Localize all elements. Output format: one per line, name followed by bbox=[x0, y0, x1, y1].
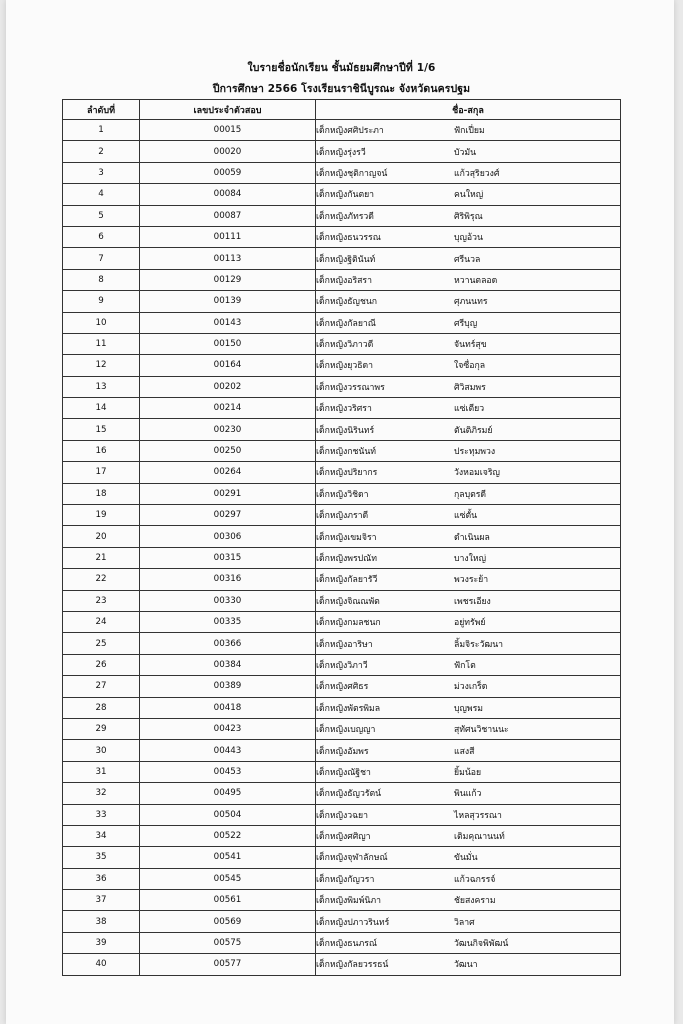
row-full-name bbox=[316, 633, 621, 654]
row-exam-id: 00316 bbox=[140, 569, 316, 590]
row-exam-id: 00202 bbox=[140, 376, 316, 397]
row-order-number: 8 bbox=[63, 269, 140, 290]
student-roster-table bbox=[62, 99, 621, 976]
student-last-name: ประทุมพวง bbox=[454, 447, 496, 458]
student-last-name: หวานตลอด bbox=[454, 275, 498, 286]
row-full-name bbox=[316, 462, 621, 483]
table-header-row bbox=[63, 100, 621, 120]
table-row bbox=[63, 718, 621, 739]
table-row bbox=[63, 676, 621, 697]
row-full-name bbox=[316, 654, 621, 675]
row-exam-id: 00330 bbox=[140, 590, 316, 611]
student-last-name: วัฒนกิจพิพัฒน์ bbox=[454, 939, 509, 950]
document-subtitle: ปีการศึกษา 2566 โรงเรียนราชินีบูรณะ จังหวัดนครปฐม bbox=[212, 83, 471, 95]
table-row bbox=[63, 184, 621, 205]
row-exam-id: 00139 bbox=[140, 291, 316, 312]
row-full-name bbox=[316, 205, 621, 226]
row-exam-id: 00059 bbox=[140, 162, 316, 183]
table-row bbox=[63, 376, 621, 397]
row-full-name bbox=[316, 141, 621, 162]
row-exam-id: 00143 bbox=[140, 312, 316, 333]
row-full-name bbox=[316, 932, 621, 953]
student-last-name: ศิริพิรุณ bbox=[454, 211, 483, 222]
row-order-number: 10 bbox=[63, 312, 140, 333]
row-order-number: 29 bbox=[63, 718, 140, 739]
student-first-name: เด็กหญิงอาริษา bbox=[316, 639, 373, 650]
row-full-name bbox=[316, 376, 621, 397]
row-order-number: 25 bbox=[63, 633, 140, 654]
row-order-number: 17 bbox=[63, 462, 140, 483]
row-exam-id: 00423 bbox=[140, 718, 316, 739]
student-last-name: พินแก้ว bbox=[454, 789, 482, 800]
row-full-name bbox=[316, 847, 621, 868]
row-exam-id: 00020 bbox=[140, 141, 316, 162]
row-exam-id: 00335 bbox=[140, 611, 316, 632]
student-first-name: เด็กหญิงวิภาวดี bbox=[316, 340, 374, 351]
student-first-name: เด็กหญิงวิชิดา bbox=[316, 489, 369, 500]
student-first-name: เด็กหญิงนิรินทร์ bbox=[316, 425, 375, 436]
table-row bbox=[63, 419, 621, 440]
row-exam-id: 00443 bbox=[140, 740, 316, 761]
student-first-name: เด็กหญิงเขมจิรา bbox=[316, 532, 377, 543]
row-full-name bbox=[316, 248, 621, 269]
table-row bbox=[63, 547, 621, 568]
row-order-number: 33 bbox=[63, 804, 140, 825]
row-order-number: 21 bbox=[63, 547, 140, 568]
student-first-name: เด็กหญิงวรรณาพร bbox=[316, 382, 385, 393]
student-last-name: คนใหญ่ bbox=[454, 190, 484, 201]
row-exam-id: 00291 bbox=[140, 483, 316, 504]
row-order-number: 1 bbox=[63, 120, 140, 141]
student-first-name: เด็กหญิงอริสรา bbox=[316, 275, 372, 286]
row-exam-id: 00384 bbox=[140, 654, 316, 675]
table-row bbox=[63, 954, 621, 975]
row-exam-id: 00495 bbox=[140, 783, 316, 804]
table-row bbox=[63, 633, 621, 654]
table-row bbox=[63, 783, 621, 804]
table-row bbox=[63, 248, 621, 269]
row-full-name bbox=[316, 312, 621, 333]
row-exam-id: 00084 bbox=[140, 184, 316, 205]
row-order-number: 13 bbox=[63, 376, 140, 397]
table-row bbox=[63, 269, 621, 290]
student-first-name: เด็กหญิงจุฬาลักษณ์ bbox=[316, 853, 388, 864]
student-last-name: ศุภนนทร bbox=[454, 297, 488, 308]
row-order-number: 20 bbox=[63, 526, 140, 547]
student-first-name: เด็กหญิงชุติกาญจน์ bbox=[316, 168, 388, 179]
student-last-name: ฟักเปี่ยม bbox=[454, 126, 485, 137]
student-last-name: เพชรเอียง bbox=[454, 596, 491, 607]
row-order-number: 36 bbox=[63, 868, 140, 889]
row-order-number: 16 bbox=[63, 440, 140, 461]
row-exam-id: 00541 bbox=[140, 847, 316, 868]
student-last-name: ศรีบุญ bbox=[454, 318, 478, 329]
row-exam-id: 00230 bbox=[140, 419, 316, 440]
row-exam-id: 00214 bbox=[140, 398, 316, 419]
row-exam-id: 00569 bbox=[140, 911, 316, 932]
row-full-name bbox=[316, 333, 621, 354]
table-row bbox=[63, 569, 621, 590]
table-row bbox=[63, 697, 621, 718]
table-row bbox=[63, 847, 621, 868]
student-last-name: บัวมัน bbox=[454, 147, 477, 158]
table-row bbox=[63, 398, 621, 419]
row-full-name bbox=[316, 419, 621, 440]
row-exam-id: 00577 bbox=[140, 954, 316, 975]
table-row bbox=[63, 804, 621, 825]
student-last-name: แสงสี bbox=[454, 746, 475, 757]
row-exam-id: 00389 bbox=[140, 676, 316, 697]
row-exam-id: 00315 bbox=[140, 547, 316, 568]
row-exam-id: 00015 bbox=[140, 120, 316, 141]
student-last-name: สุทัศนวิชานนะ bbox=[454, 725, 509, 736]
student-last-name: บางใหญ่ bbox=[454, 554, 487, 564]
row-exam-id: 00129 bbox=[140, 269, 316, 290]
row-full-name bbox=[316, 483, 621, 504]
row-full-name bbox=[316, 398, 621, 419]
column-header-order: ลำดับที่ bbox=[63, 100, 140, 120]
student-first-name: เด็กหญิงกัญวรา bbox=[316, 874, 375, 885]
row-full-name bbox=[316, 740, 621, 761]
student-last-name: แซ่เตียว bbox=[454, 404, 485, 415]
row-order-number: 37 bbox=[63, 890, 140, 911]
row-order-number: 12 bbox=[63, 355, 140, 376]
student-first-name: เด็กหญิงธนวรรณ bbox=[316, 233, 381, 244]
row-order-number: 26 bbox=[63, 654, 140, 675]
student-last-name: ชัยสงคราม bbox=[454, 896, 496, 907]
table-row bbox=[63, 932, 621, 953]
student-last-name: ม่วงเกร็ด bbox=[454, 682, 488, 693]
row-order-number: 32 bbox=[63, 783, 140, 804]
row-full-name bbox=[316, 505, 621, 526]
row-full-name bbox=[316, 783, 621, 804]
student-first-name: เด็กหญิงธัญชนก bbox=[316, 297, 378, 308]
row-order-number: 18 bbox=[63, 483, 140, 504]
student-last-name: แก้วสุริยวงศ์ bbox=[454, 168, 500, 179]
row-order-number: 11 bbox=[63, 333, 140, 354]
student-first-name: เด็กหญิงพิมพ์นิภา bbox=[316, 896, 381, 907]
student-last-name: วิลาศ bbox=[454, 917, 475, 928]
row-order-number: 4 bbox=[63, 184, 140, 205]
student-first-name: เด็กหญิงปริยากร bbox=[316, 468, 378, 479]
student-first-name: เด็กหญิงกัลยวรรธน์ bbox=[316, 960, 389, 971]
row-exam-id: 00164 bbox=[140, 355, 316, 376]
row-full-name bbox=[316, 440, 621, 461]
row-order-number: 35 bbox=[63, 847, 140, 868]
row-full-name bbox=[316, 911, 621, 932]
row-order-number: 15 bbox=[63, 419, 140, 440]
student-first-name: เด็กหญิงภราดี bbox=[316, 511, 369, 522]
student-last-name: วังหอมเจริญ bbox=[454, 468, 500, 479]
student-last-name: อยู่ทรัพย์ bbox=[454, 618, 486, 629]
row-full-name bbox=[316, 697, 621, 718]
student-first-name: เด็กหญิงภัทรวดี bbox=[316, 211, 374, 222]
student-last-name: พวงระย้า bbox=[454, 575, 489, 586]
row-order-number: 22 bbox=[63, 569, 140, 590]
row-order-number: 27 bbox=[63, 676, 140, 697]
table-row bbox=[63, 440, 621, 461]
student-last-name: ศิวิสมพร bbox=[454, 382, 486, 393]
student-first-name: เด็กหญิงยุวธิดา bbox=[316, 361, 374, 372]
row-exam-id: 00150 bbox=[140, 333, 316, 354]
row-order-number: 9 bbox=[63, 291, 140, 312]
table-row bbox=[63, 761, 621, 782]
row-order-number: 30 bbox=[63, 740, 140, 761]
student-first-name: เด็กหญิงพรปณัท bbox=[316, 554, 377, 564]
table-row bbox=[63, 312, 621, 333]
student-first-name: เด็กหญิงธนภรณ์ bbox=[316, 939, 377, 950]
table-row bbox=[63, 825, 621, 846]
student-last-name: กุลบุตรดี bbox=[454, 489, 487, 500]
student-last-name: จันทร์สุข bbox=[454, 340, 487, 351]
student-first-name: เด็กหญิงศศิญา bbox=[316, 832, 371, 843]
row-order-number: 14 bbox=[63, 398, 140, 419]
student-first-name: เด็กหญิงเบญญา bbox=[316, 725, 376, 736]
table-row bbox=[63, 526, 621, 547]
row-full-name bbox=[316, 526, 621, 547]
row-full-name bbox=[316, 804, 621, 825]
row-order-number: 39 bbox=[63, 932, 140, 953]
row-exam-id: 00087 bbox=[140, 205, 316, 226]
student-last-name: ขันมั่น bbox=[454, 853, 478, 864]
row-order-number: 7 bbox=[63, 248, 140, 269]
row-full-name bbox=[316, 590, 621, 611]
row-full-name bbox=[316, 676, 621, 697]
row-order-number: 34 bbox=[63, 825, 140, 846]
row-exam-id: 00297 bbox=[140, 505, 316, 526]
row-order-number: 40 bbox=[63, 954, 140, 975]
row-exam-id: 00113 bbox=[140, 248, 316, 269]
student-last-name: ยิ้มน้อย bbox=[454, 767, 482, 778]
student-last-name: ไหลสุวรรณา bbox=[454, 810, 502, 821]
student-first-name: เด็กหญิงวฉยา bbox=[316, 810, 369, 821]
row-full-name bbox=[316, 569, 621, 590]
row-exam-id: 00561 bbox=[140, 890, 316, 911]
table-row bbox=[63, 868, 621, 889]
student-last-name: ตันติภิรมย์ bbox=[454, 425, 493, 436]
row-full-name bbox=[316, 825, 621, 846]
table-row bbox=[63, 890, 621, 911]
student-first-name: เด็กหญิงธัญวรัตน์ bbox=[316, 789, 382, 800]
row-full-name bbox=[316, 868, 621, 889]
student-first-name: เด็กหญิงศศิธร bbox=[316, 682, 369, 693]
student-first-name: เด็กหญิงปภาวรินทร์ bbox=[316, 917, 390, 928]
student-first-name: เด็กหญิงพัตรพิมล bbox=[316, 703, 381, 714]
student-last-name: เติมคุณานนท์ bbox=[454, 832, 505, 843]
student-last-name: บุญพรม bbox=[454, 703, 484, 714]
table-row bbox=[63, 162, 621, 183]
row-order-number: 24 bbox=[63, 611, 140, 632]
student-last-name: ดำเนินผล bbox=[454, 532, 490, 543]
student-first-name: เด็กหญิงกันตยา bbox=[316, 190, 375, 201]
student-first-name: เด็กหญิงอัมพร bbox=[316, 746, 369, 757]
student-last-name: ศรีนวล bbox=[454, 254, 481, 265]
table-row bbox=[63, 291, 621, 312]
student-first-name: เด็กหญิงจิณณพัต bbox=[316, 596, 380, 607]
student-first-name: เด็กหญิงฐิตินันท์ bbox=[316, 254, 376, 265]
row-full-name bbox=[316, 269, 621, 290]
student-first-name: เด็กหญิงรุ่งรวี bbox=[316, 147, 366, 158]
row-exam-id: 00306 bbox=[140, 526, 316, 547]
column-header-exam-id: เลขประจำตัวสอบ bbox=[140, 100, 316, 120]
row-full-name bbox=[316, 226, 621, 247]
row-exam-id: 00575 bbox=[140, 932, 316, 953]
student-last-name: ฟักโต bbox=[454, 660, 476, 671]
student-last-name: บุญอ้วน bbox=[454, 233, 483, 244]
row-exam-id: 00366 bbox=[140, 633, 316, 654]
student-first-name: เด็กหญิงกชนันท์ bbox=[316, 447, 377, 458]
table-row bbox=[63, 205, 621, 226]
table-row bbox=[63, 333, 621, 354]
document-title: ใบรายชื่อนักเรียน ชั้นมัธยมศึกษาปีที่ 1/6 bbox=[247, 62, 436, 74]
student-last-name: แก้วฉกรรจ์ bbox=[454, 874, 496, 885]
row-full-name bbox=[316, 355, 621, 376]
row-exam-id: 00453 bbox=[140, 761, 316, 782]
student-last-name: แซ่ตั้น bbox=[454, 511, 478, 522]
row-full-name bbox=[316, 611, 621, 632]
row-order-number: 19 bbox=[63, 505, 140, 526]
student-first-name: เด็กหญิงวริศรา bbox=[316, 404, 372, 415]
table-row bbox=[63, 654, 621, 675]
row-exam-id: 00250 bbox=[140, 440, 316, 461]
row-full-name bbox=[316, 120, 621, 141]
student-first-name: เด็กหญิงกัลยารัวี bbox=[316, 575, 378, 586]
row-order-number: 6 bbox=[63, 226, 140, 247]
row-full-name bbox=[316, 547, 621, 568]
column-header-name: ชื่อ-สกุล bbox=[316, 100, 621, 120]
row-full-name bbox=[316, 890, 621, 911]
table-row bbox=[63, 120, 621, 141]
table-row bbox=[63, 505, 621, 526]
student-first-name: เด็กหญิงวิภาวี bbox=[316, 660, 368, 671]
row-order-number: 2 bbox=[63, 141, 140, 162]
row-exam-id: 00264 bbox=[140, 462, 316, 483]
table-row bbox=[63, 355, 621, 376]
row-full-name bbox=[316, 954, 621, 975]
row-order-number: 5 bbox=[63, 205, 140, 226]
table-row bbox=[63, 590, 621, 611]
row-order-number: 31 bbox=[63, 761, 140, 782]
student-first-name: เด็กหญิงณัฐิชา bbox=[316, 767, 371, 778]
student-last-name: ใจซื่อกุล bbox=[454, 361, 486, 372]
table-row bbox=[63, 483, 621, 504]
table-row bbox=[63, 611, 621, 632]
student-first-name: เด็กหญิงกมลชนก bbox=[316, 618, 381, 629]
row-order-number: 23 bbox=[63, 590, 140, 611]
student-last-name: วัฒนา bbox=[454, 960, 478, 971]
row-full-name bbox=[316, 718, 621, 739]
row-exam-id: 00504 bbox=[140, 804, 316, 825]
row-full-name bbox=[316, 184, 621, 205]
student-last-name: ลิ้มจิระวัฒนา bbox=[454, 639, 504, 650]
row-exam-id: 00111 bbox=[140, 226, 316, 247]
row-exam-id: 00545 bbox=[140, 868, 316, 889]
row-exam-id: 00418 bbox=[140, 697, 316, 718]
row-full-name bbox=[316, 162, 621, 183]
row-exam-id: 00522 bbox=[140, 825, 316, 846]
row-full-name bbox=[316, 761, 621, 782]
table-row bbox=[63, 141, 621, 162]
student-first-name: เด็กหญิงศศิประภา bbox=[316, 126, 384, 137]
row-order-number: 38 bbox=[63, 911, 140, 932]
table-row bbox=[63, 911, 621, 932]
student-first-name: เด็กหญิงกัลยาณี bbox=[316, 318, 376, 329]
table-row bbox=[63, 226, 621, 247]
table-row bbox=[63, 462, 621, 483]
table-row bbox=[63, 740, 621, 761]
row-order-number: 28 bbox=[63, 697, 140, 718]
row-order-number: 3 bbox=[63, 162, 140, 183]
row-full-name bbox=[316, 291, 621, 312]
